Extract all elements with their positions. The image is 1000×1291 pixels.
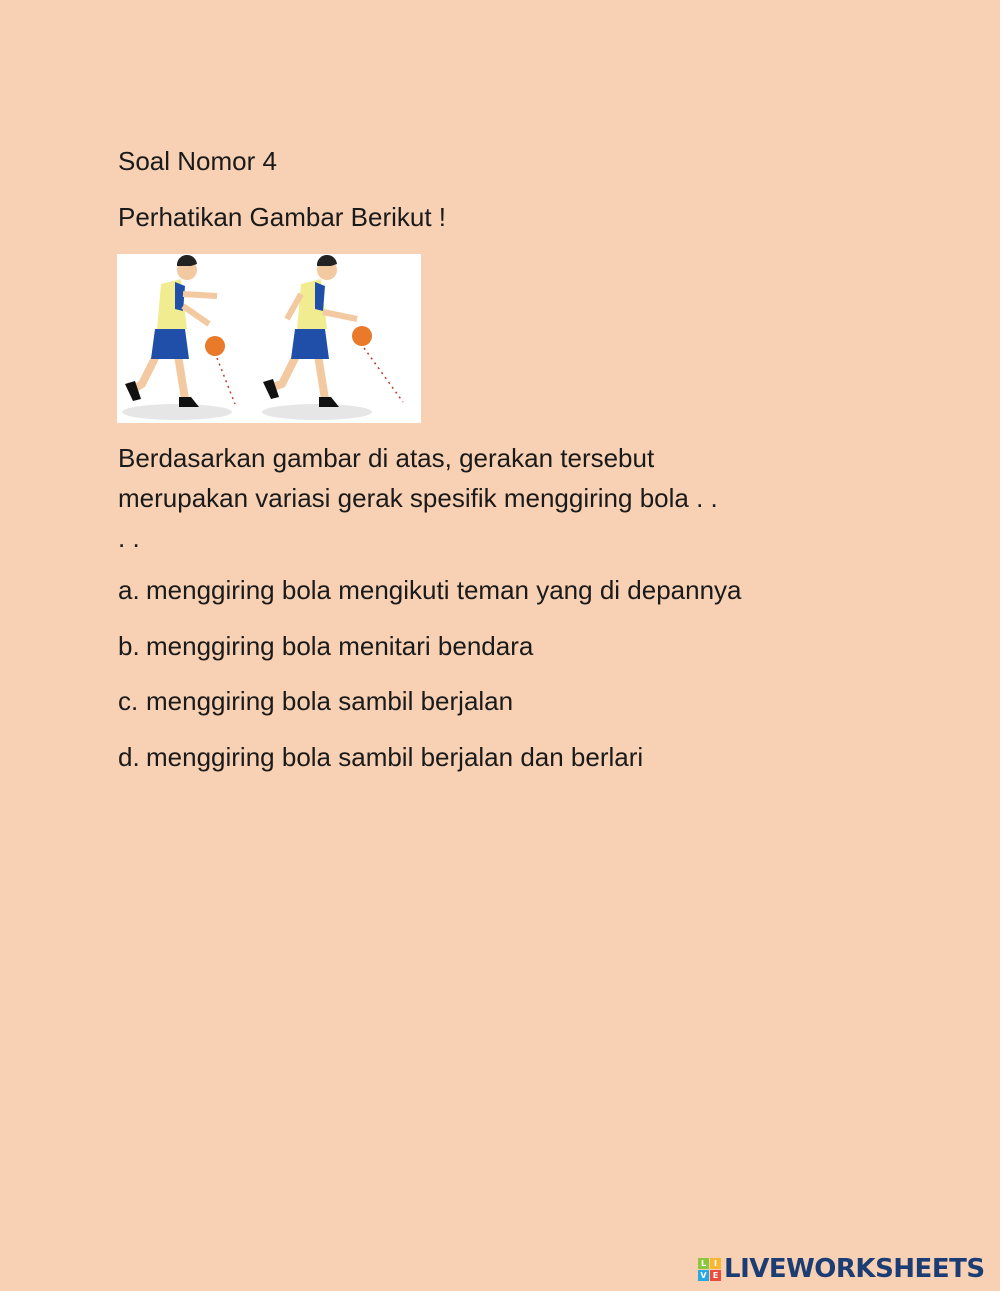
dribbling-illustration bbox=[117, 254, 421, 423]
badge-letter: L bbox=[698, 1258, 709, 1269]
logo-text: LIVEWORKSHEETS bbox=[724, 1254, 985, 1284]
liveworksheets-logo bbox=[698, 1254, 985, 1284]
live-badge-icon bbox=[698, 1258, 721, 1281]
badge-letter: V bbox=[698, 1270, 709, 1281]
option-text: menggiring bola sambil berjalan bbox=[146, 686, 514, 716]
player-figure-1 bbox=[122, 255, 235, 420]
option-text: menggiring bola mengikuti teman yang di depannya bbox=[146, 575, 742, 605]
option-text: menggiring bola sambil berjalan dan berlari bbox=[146, 742, 644, 772]
option-letter: b. bbox=[118, 631, 140, 661]
option-b[interactable] bbox=[118, 626, 533, 666]
question-text-line-3: . . bbox=[118, 523, 140, 553]
option-text: menggiring bola menitari bendara bbox=[146, 631, 534, 661]
option-letter: c. bbox=[118, 686, 139, 716]
badge-letter: E bbox=[710, 1270, 721, 1281]
option-letter: d. bbox=[118, 742, 140, 772]
question-text-line-1: Berdasarkan gambar di atas, gerakan tersebut bbox=[118, 443, 655, 473]
option-letter: a. bbox=[118, 575, 140, 605]
option-c[interactable] bbox=[118, 681, 513, 721]
option-d[interactable] bbox=[118, 737, 643, 777]
player-figure-2 bbox=[262, 255, 403, 420]
question-text-line-2: merupakan variasi gerak spesifik menggiring bola . . bbox=[118, 483, 718, 513]
instruction: Perhatikan Gambar Berikut ! bbox=[118, 202, 447, 232]
option-a[interactable] bbox=[118, 570, 742, 610]
badge-letter: I bbox=[710, 1258, 721, 1269]
question-number: Soal Nomor 4 bbox=[118, 146, 277, 176]
